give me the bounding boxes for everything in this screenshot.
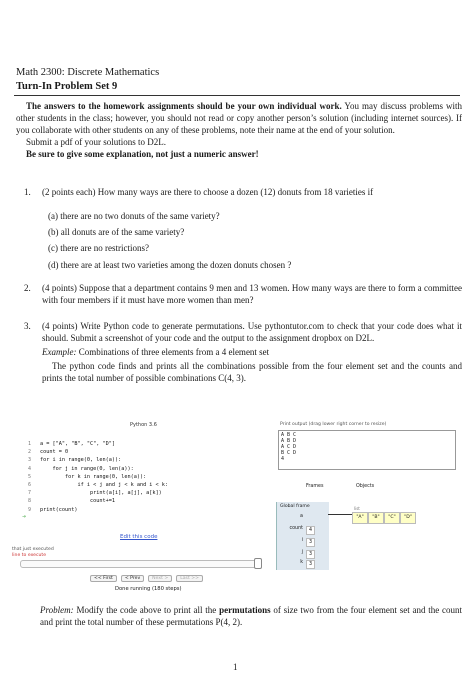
frames-label: Frames <box>306 484 324 489</box>
problem-text-1: Modify the code above to print all the <box>73 605 220 615</box>
problem-statement <box>40 604 462 628</box>
explain-note: Be sure to give some explanation, not just a numeric answer! <box>26 149 259 159</box>
example-label: Example: <box>42 347 77 357</box>
course-title: Math 2300: Discrete Mathematics <box>16 67 160 78</box>
question-2 <box>16 282 462 306</box>
print-output: A B C A B D A C D B C D 4 <box>278 430 456 470</box>
q1-part-c: (c) there are no restrictions? <box>48 243 149 253</box>
instructions-lead: The answers to the homework assignments should be your own individual work. <box>26 101 342 111</box>
problem-set-title: Turn-In Problem Set 9 <box>16 81 118 92</box>
edit-code-link[interactable]: Edit this code <box>120 534 158 540</box>
list-cell: "D" <box>400 512 416 524</box>
example-text: Combinations of three elements from a 4 element set <box>76 347 270 357</box>
step-slider[interactable] <box>20 560 262 568</box>
question-number: 3. <box>24 321 31 331</box>
code-listing: a = ["A", "B", "C", "D"] count = 0 for i in range(0, len(a)): for j in range(0, len(a)): for k in range(0, len(a)): if i < j and j < k and i < k: print(a[i], a[j], a[k]) count+=1 print(count) <box>40 441 169 513</box>
output-label: Print output (drag lower right corner to resize) <box>280 422 387 427</box>
instructions <box>16 100 462 160</box>
pointer-arrow <box>328 514 352 515</box>
example-paragraph: The python code finds and prints all the combinations possible from the four element set and the counts and prints the total number of possible combinations C(4, 3). <box>42 361 462 383</box>
question-number: 2. <box>24 283 31 293</box>
var-value: 4 <box>306 526 315 535</box>
problem-label: Problem: <box>40 605 74 615</box>
question-1 <box>16 186 462 198</box>
q1-part-b: (b) all donuts are of the same variety? <box>48 227 185 237</box>
legend-next: line to execute <box>12 553 47 558</box>
problem-keyword: permutations <box>219 605 271 615</box>
first-button[interactable]: << First <box>90 575 117 582</box>
header-rule <box>14 95 460 96</box>
language-label: Python 3.6 <box>130 422 157 428</box>
last-button[interactable]: Last >> <box>176 575 203 582</box>
var-value: 3 <box>306 538 315 547</box>
next-button[interactable]: Next > <box>148 575 172 582</box>
line-numbers: 1 2 3 4 5 6 7 8 9 <box>28 441 32 513</box>
list-object <box>352 512 416 524</box>
question-text: (4 points) Write Python code to generate permutations. Use pythontutor.com to check that your code does what it should. Submit a screenshot of your code and the output to the assignment dropbox on D2L. <box>42 321 462 343</box>
submit-note: Submit a pdf of your solutions to D2L. <box>26 137 166 147</box>
pythontutor-screenshot <box>10 420 464 598</box>
list-cell: "A" <box>352 512 368 524</box>
var-name: k <box>300 560 303 565</box>
prev-button[interactable]: < Prev <box>121 575 144 582</box>
var-name: a <box>300 514 303 519</box>
question-3 <box>16 320 462 384</box>
problem-text-2: of size two from the four element set and the count and print the total number of these permutations P(4, 2). <box>40 605 462 627</box>
global-frame <box>276 502 329 570</box>
var-name: count <box>289 526 303 531</box>
var-name: i <box>301 538 303 543</box>
var-value: 3 <box>306 560 315 569</box>
list-cell: "C" <box>384 512 400 524</box>
list-cell: "B" <box>368 512 384 524</box>
page-number: 1 <box>233 662 238 672</box>
current-line-arrow-icon: ➜ <box>22 514 27 520</box>
question-text: (2 points each) How many ways are there to choose a dozen (12) donuts from 18 varieties if <box>42 187 374 197</box>
step-slider-handle[interactable] <box>254 558 262 569</box>
list-type-label: list <box>354 506 360 511</box>
question-text: (4 points) Suppose that a department contains 9 men and 13 women. How many ways are there to form a committee with four members if it must have more women than men? <box>42 283 462 305</box>
run-status: Done running (180 steps) <box>115 586 182 592</box>
q1-part-d: (d) there are at least two varieties among the dozen donuts chosen ? <box>48 260 292 270</box>
step-navigation <box>90 575 207 582</box>
q1-part-a: (a) there are no two donuts of the same variety? <box>48 211 220 221</box>
var-value: 3 <box>306 550 315 559</box>
global-frame-title: Global frame <box>280 504 310 509</box>
var-name: j <box>301 550 303 555</box>
instructions-body: You may discuss problems with other students in the class; however, you should not read or copy another person’s solution (including internet sources). If you collaborate with other students on any of these problems, note their name at the end of your solution. <box>16 101 462 135</box>
objects-label: Objects <box>356 484 375 489</box>
question-number: 1. <box>24 187 31 197</box>
legend-executed: that just executed <box>12 547 54 552</box>
